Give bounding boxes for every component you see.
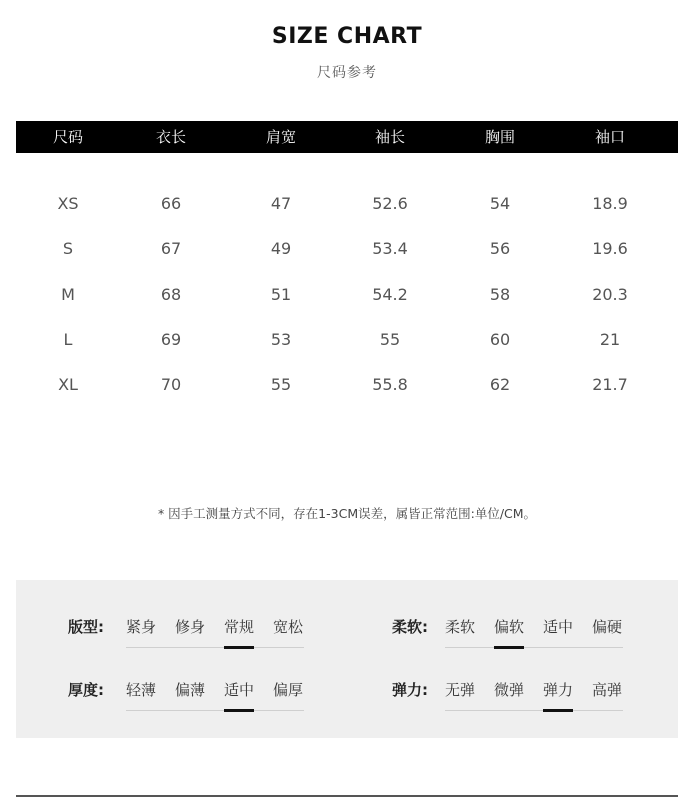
page-subtitle: 尺码参考	[317, 65, 377, 81]
table-cell: 54	[489, 194, 511, 213]
header-cell: 袖口	[594, 128, 625, 146]
attr-track	[445, 647, 623, 648]
attr-option: 弹力	[542, 681, 573, 699]
table-header	[16, 121, 678, 153]
attr-option: 紧身	[125, 618, 156, 636]
table-cell: 58	[489, 285, 511, 304]
table-cell: 51	[270, 285, 292, 304]
table-cell: M	[61, 285, 75, 304]
table-cell: XL	[58, 375, 78, 394]
table-cell: 21	[599, 330, 621, 349]
attr-selected-marker	[543, 709, 573, 712]
table-cell: 62	[489, 375, 511, 394]
table-cell: 54.2	[372, 285, 408, 304]
attr-option: 无弹	[444, 681, 475, 699]
table-cell: 19.6	[592, 239, 628, 258]
attr-option: 柔软	[444, 618, 475, 636]
attr-option: 常规	[223, 618, 254, 636]
header-cell: 肩宽	[265, 128, 296, 146]
attr-track	[126, 710, 304, 711]
table-cell: S	[62, 239, 74, 258]
table-cell: 47	[270, 194, 292, 213]
table-cell: 56	[489, 239, 511, 258]
attr-label: 版型:	[68, 618, 104, 636]
table-cell: XS	[57, 194, 79, 213]
table-cell: 18.9	[592, 194, 628, 213]
attr-option: 修身	[174, 618, 205, 636]
table-cell: 55	[270, 375, 292, 394]
attr-label: 弹力:	[392, 681, 428, 699]
table-cell: L	[63, 330, 73, 349]
attr-label: 厚度:	[68, 681, 104, 699]
measurement-note: * 因手工测量方式不同，存在1-3CM误差，属皆正常范围:单位/CM。	[157, 506, 537, 521]
attr-track	[445, 710, 623, 711]
attr-option: 适中	[542, 618, 573, 636]
attr-option: 适中	[223, 681, 254, 699]
header-cell: 尺码	[52, 128, 83, 146]
table-cell: 66	[160, 194, 182, 213]
table-cell: 69	[160, 330, 182, 349]
attr-option: 偏薄	[174, 681, 205, 699]
table-cell: 67	[160, 239, 182, 258]
table-cell: 21.7	[592, 375, 628, 394]
table-cell: 20.3	[592, 285, 628, 304]
attr-option: 偏厚	[272, 681, 303, 699]
attr-selected-marker	[224, 709, 254, 712]
attr-option: 宽松	[272, 618, 303, 636]
attr-option: 高弹	[591, 681, 622, 699]
table-cell: 52.6	[372, 194, 408, 213]
table-cell: 60	[489, 330, 511, 349]
table-cell: 53.4	[372, 239, 408, 258]
attr-option: 偏硬	[591, 618, 622, 636]
table-cell: 70	[160, 375, 182, 394]
attr-label: 柔软:	[392, 618, 428, 636]
header-cell: 衣长	[155, 128, 186, 146]
attr-option: 轻薄	[125, 681, 156, 699]
table-cell: 68	[160, 285, 182, 304]
attributes-panel	[16, 580, 678, 738]
attr-selected-marker	[224, 646, 254, 649]
bottom-divider	[16, 795, 678, 797]
attr-option: 偏软	[493, 618, 524, 636]
attr-selected-marker	[494, 646, 524, 649]
table-cell: 55.8	[372, 375, 408, 394]
header-cell: 袖长	[374, 128, 405, 146]
attr-option: 微弹	[493, 681, 524, 699]
table-cell: 53	[270, 330, 292, 349]
header-cell: 胸围	[484, 128, 515, 146]
table-cell: 55	[379, 330, 401, 349]
table-cell: 49	[270, 239, 292, 258]
attr-track	[126, 647, 304, 648]
page-title: SIZE CHART	[271, 24, 423, 49]
